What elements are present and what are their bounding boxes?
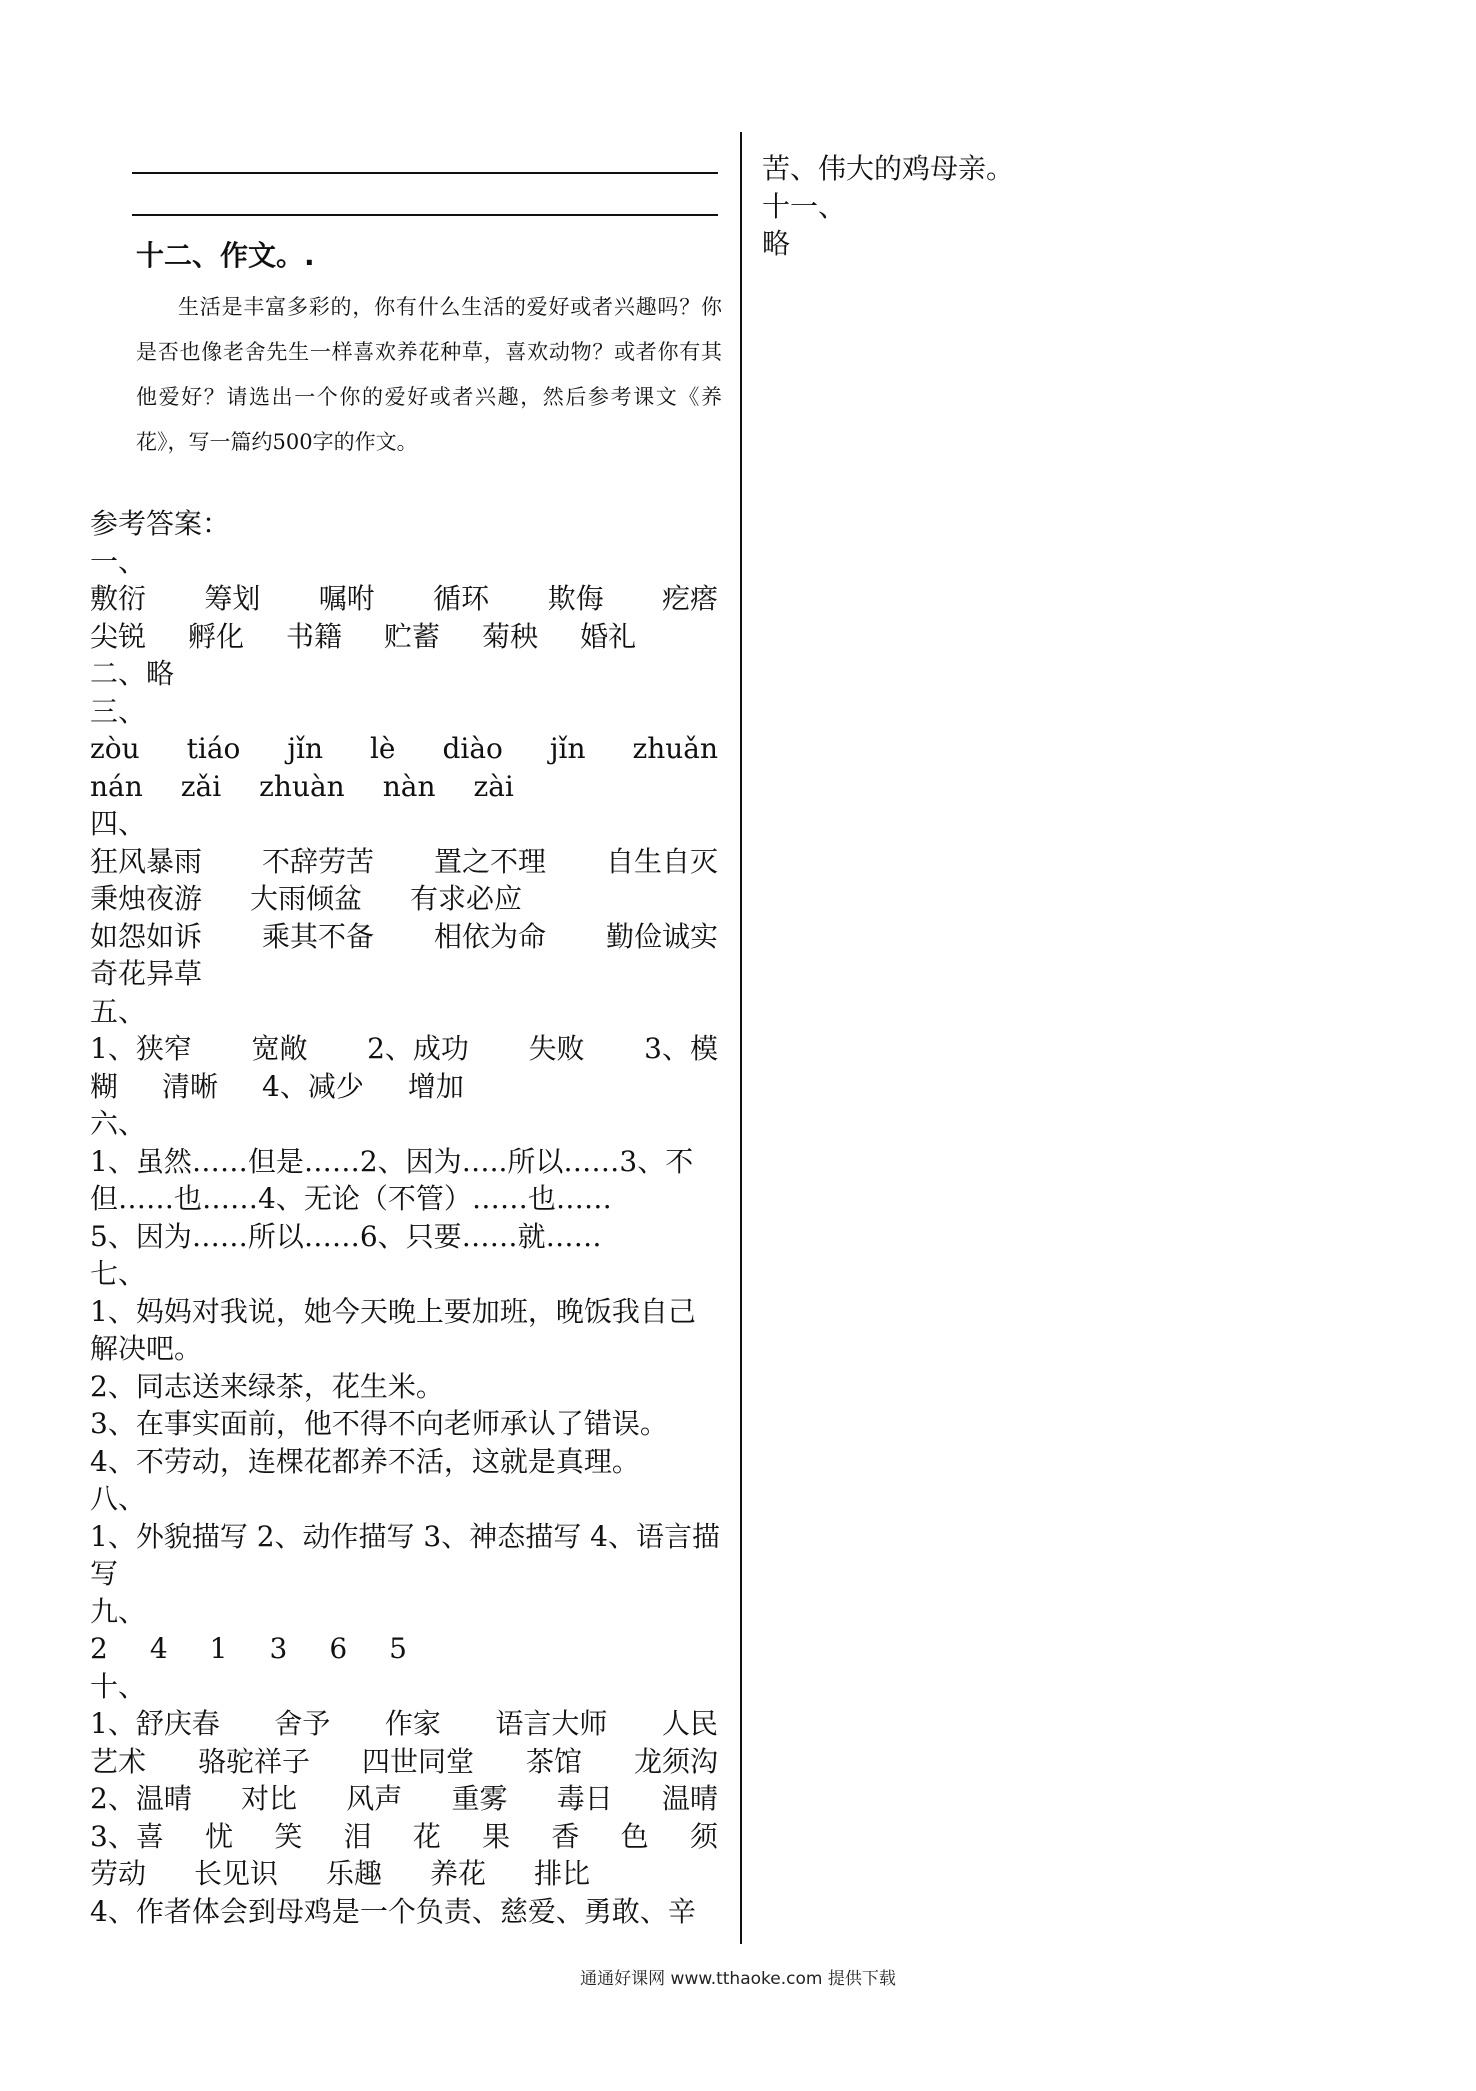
- order-number: 4: [149, 1632, 168, 1665]
- column-divider: [740, 132, 742, 1944]
- answer-word: 艺术: [90, 1744, 147, 1778]
- answer-word: 嘱咐: [318, 582, 375, 615]
- answer-word: 婚礼: [580, 619, 637, 653]
- answer-word: 作家: [384, 1707, 441, 1740]
- idiom: 不辞劳苦: [261, 844, 374, 878]
- answer-row: [90, 1818, 718, 1856]
- section-label: 八、: [90, 1482, 147, 1515]
- idiom-row: [90, 955, 718, 993]
- idiom: 相依为命: [433, 919, 546, 953]
- answer-word: 养花: [430, 1857, 487, 1890]
- answer-line: 解决吧。: [90, 1332, 203, 1365]
- answer-row: [90, 1705, 718, 1743]
- pinyin: nán: [90, 769, 143, 803]
- answer-line: 5、因为……所以……6、只要……就……: [90, 1219, 602, 1253]
- answer-word: 骆驼祥子: [197, 1744, 310, 1778]
- answer-word: 菊秧: [482, 619, 539, 653]
- answer-line-2: [132, 214, 718, 216]
- answer-word: 孵化: [188, 619, 245, 653]
- answer-line: 1、外貌描写 2、动作描写 3、神态描写 4、语言描: [90, 1519, 720, 1553]
- answer-word: 敷衍: [90, 582, 147, 615]
- idiom: 乘其不备: [261, 919, 374, 953]
- answer-word: 风声: [346, 1782, 403, 1815]
- answer-word: 1、舒庆春: [90, 1707, 220, 1740]
- answer-word: 筹划: [204, 582, 261, 615]
- section-label: 五、: [90, 994, 147, 1028]
- idiom: 大雨倾盆: [250, 882, 363, 915]
- order-number: 5: [389, 1632, 407, 1665]
- section-label: 二、略: [90, 657, 175, 690]
- pinyin: zǎi: [180, 769, 222, 803]
- pinyin: tiáo: [186, 732, 241, 765]
- pinyin: zài: [473, 769, 514, 803]
- answer-word: 色: [620, 1819, 649, 1853]
- idiom: 秉烛夜游: [90, 882, 203, 915]
- answer-key: [90, 505, 718, 1930]
- pinyin-row: [90, 768, 718, 806]
- answer-word: 花: [412, 1819, 441, 1853]
- answer-word: 乐趣: [326, 1857, 383, 1890]
- antonym: 增加: [407, 1069, 464, 1103]
- antonym: 3、模: [644, 1032, 718, 1065]
- idiom-row: [90, 918, 718, 956]
- answer-word: 语言大师: [495, 1707, 608, 1740]
- answer-row: [90, 618, 718, 656]
- answer-line: 写: [90, 1557, 119, 1590]
- answer-word: 疙瘩: [661, 582, 718, 615]
- idiom: 狂风暴雨: [90, 844, 203, 878]
- idiom: 有求必应: [410, 882, 523, 915]
- pinyin: zhuàn: [259, 769, 345, 803]
- answer-word: 泪: [343, 1819, 372, 1853]
- answer-word: 舍予: [274, 1707, 331, 1740]
- answer-word: 3、喜: [90, 1819, 164, 1853]
- section-label: 九、: [90, 1594, 147, 1628]
- order-number: 1: [209, 1632, 228, 1665]
- essay-title: 十二、作文。.: [136, 239, 315, 272]
- section-label: 十一、: [762, 189, 847, 223]
- answer-heading: 参考答案：: [90, 507, 231, 540]
- idiom: 置之不理: [433, 844, 546, 878]
- answer-word: 劳动: [90, 1857, 147, 1890]
- answer-line: 但……也……4、无论（不管）……也……: [90, 1182, 612, 1215]
- answer-word: 长见识: [194, 1857, 279, 1890]
- antonym: 4、减少: [262, 1069, 364, 1103]
- idiom: 自生自灭: [605, 844, 718, 878]
- pinyin: lè: [369, 732, 396, 765]
- idiom: 奇花异草: [90, 957, 203, 990]
- answer-word: 书籍: [286, 619, 343, 653]
- answer-row: [90, 1743, 718, 1781]
- answer-word: 人民: [661, 1707, 718, 1740]
- pinyin: zòu: [90, 732, 140, 765]
- antonym-row: [90, 1068, 718, 1106]
- idiom-row: [90, 843, 718, 881]
- answer-word: 循环: [433, 582, 490, 615]
- answer-line: 1、妈妈对我说，她今天晚上要加班，晚饭我自己: [90, 1294, 696, 1328]
- answer-word: 龙须沟: [633, 1744, 718, 1778]
- antonym: 糊: [90, 1069, 119, 1103]
- answer-word: 香: [551, 1819, 580, 1853]
- answer-word: 2、温晴: [90, 1782, 192, 1815]
- answer-word: 温晴: [661, 1782, 718, 1815]
- section-label: 一、: [90, 544, 147, 578]
- answer-word: 尖锐: [90, 619, 147, 653]
- section-label: 六、: [90, 1107, 147, 1140]
- answer-line: 略: [762, 227, 791, 260]
- answer-word: 果: [482, 1819, 511, 1853]
- answer-word: 笑: [274, 1819, 303, 1853]
- answer-word: 忧: [205, 1819, 234, 1853]
- pinyin-row: [90, 730, 718, 768]
- antonym: 清晰: [162, 1069, 219, 1103]
- antonym: 1、狭窄: [90, 1032, 192, 1065]
- pinyin: jǐn: [287, 732, 323, 765]
- answer-word: 对比: [241, 1782, 298, 1815]
- answer-line: 苦、伟大的鸡母亲。: [762, 152, 1015, 185]
- answer-line: 2、同志送来绿茶，花生米。: [90, 1369, 444, 1403]
- answer-word: 须: [689, 1819, 718, 1853]
- answer-line: 1、虽然……但是……2、因为…..所以……3、不: [90, 1144, 694, 1178]
- antonym: 宽敞: [251, 1032, 308, 1065]
- idiom: 勤俭诚实: [605, 919, 718, 953]
- order-number: 2: [90, 1632, 108, 1665]
- answer-word: 贮蓄: [384, 619, 441, 653]
- pinyin: nàn: [382, 769, 436, 803]
- section-label: 七、: [90, 1257, 147, 1290]
- idiom-row: [90, 880, 718, 918]
- antonym: 失败: [528, 1032, 585, 1065]
- answer-word: 排比: [534, 1857, 591, 1890]
- answer-row: [90, 1855, 718, 1893]
- antonym-row: [90, 1030, 718, 1068]
- answer-line: 4、不劳动，连棵花都养不活，这就是真理。: [90, 1444, 640, 1478]
- section-label: 四、: [90, 807, 147, 840]
- answer-word: 四世同堂: [361, 1744, 474, 1778]
- section-label: 十、: [90, 1669, 147, 1703]
- order-row: [90, 1630, 718, 1668]
- answer-row: [90, 580, 718, 618]
- answer-word: 欺侮: [547, 582, 604, 615]
- answer-word: 重雾: [451, 1782, 508, 1815]
- page-footer: 通通好课网 www.tthaoke.com 提供下载: [580, 1969, 896, 1989]
- essay-prompt: 生活是丰富多彩的，你有什么生活的爱好或者兴趣吗？你是否也像老舍先生一样喜欢养花种草，喜欢动物？或者你有其他爱好？请选出一个你的爱好或者兴趣，然后参考课文《养花》，写一篇约500字的作文。: [136, 295, 722, 454]
- pinyin: diào: [442, 732, 503, 765]
- pinyin: jǐn: [549, 732, 586, 765]
- right-column: [762, 150, 1382, 263]
- pinyin: zhuǎn: [632, 732, 718, 765]
- answer-row: [90, 1780, 718, 1818]
- section-label: 三、: [90, 694, 147, 728]
- answer-line: 3、在事实面前，他不得不向老师承认了错误。: [90, 1407, 668, 1440]
- answer-line-1: [132, 172, 718, 174]
- answer-word: 茶馆: [525, 1744, 582, 1778]
- idiom: 如怨如诉: [90, 919, 203, 953]
- answer-line: 4、作者体会到母鸡是一个负责、慈爱、勇敢、辛: [90, 1894, 696, 1928]
- order-number: 3: [269, 1632, 288, 1665]
- order-number: 6: [329, 1632, 348, 1665]
- answer-word: 毒日: [556, 1782, 613, 1815]
- antonym: 2、成功: [367, 1032, 469, 1065]
